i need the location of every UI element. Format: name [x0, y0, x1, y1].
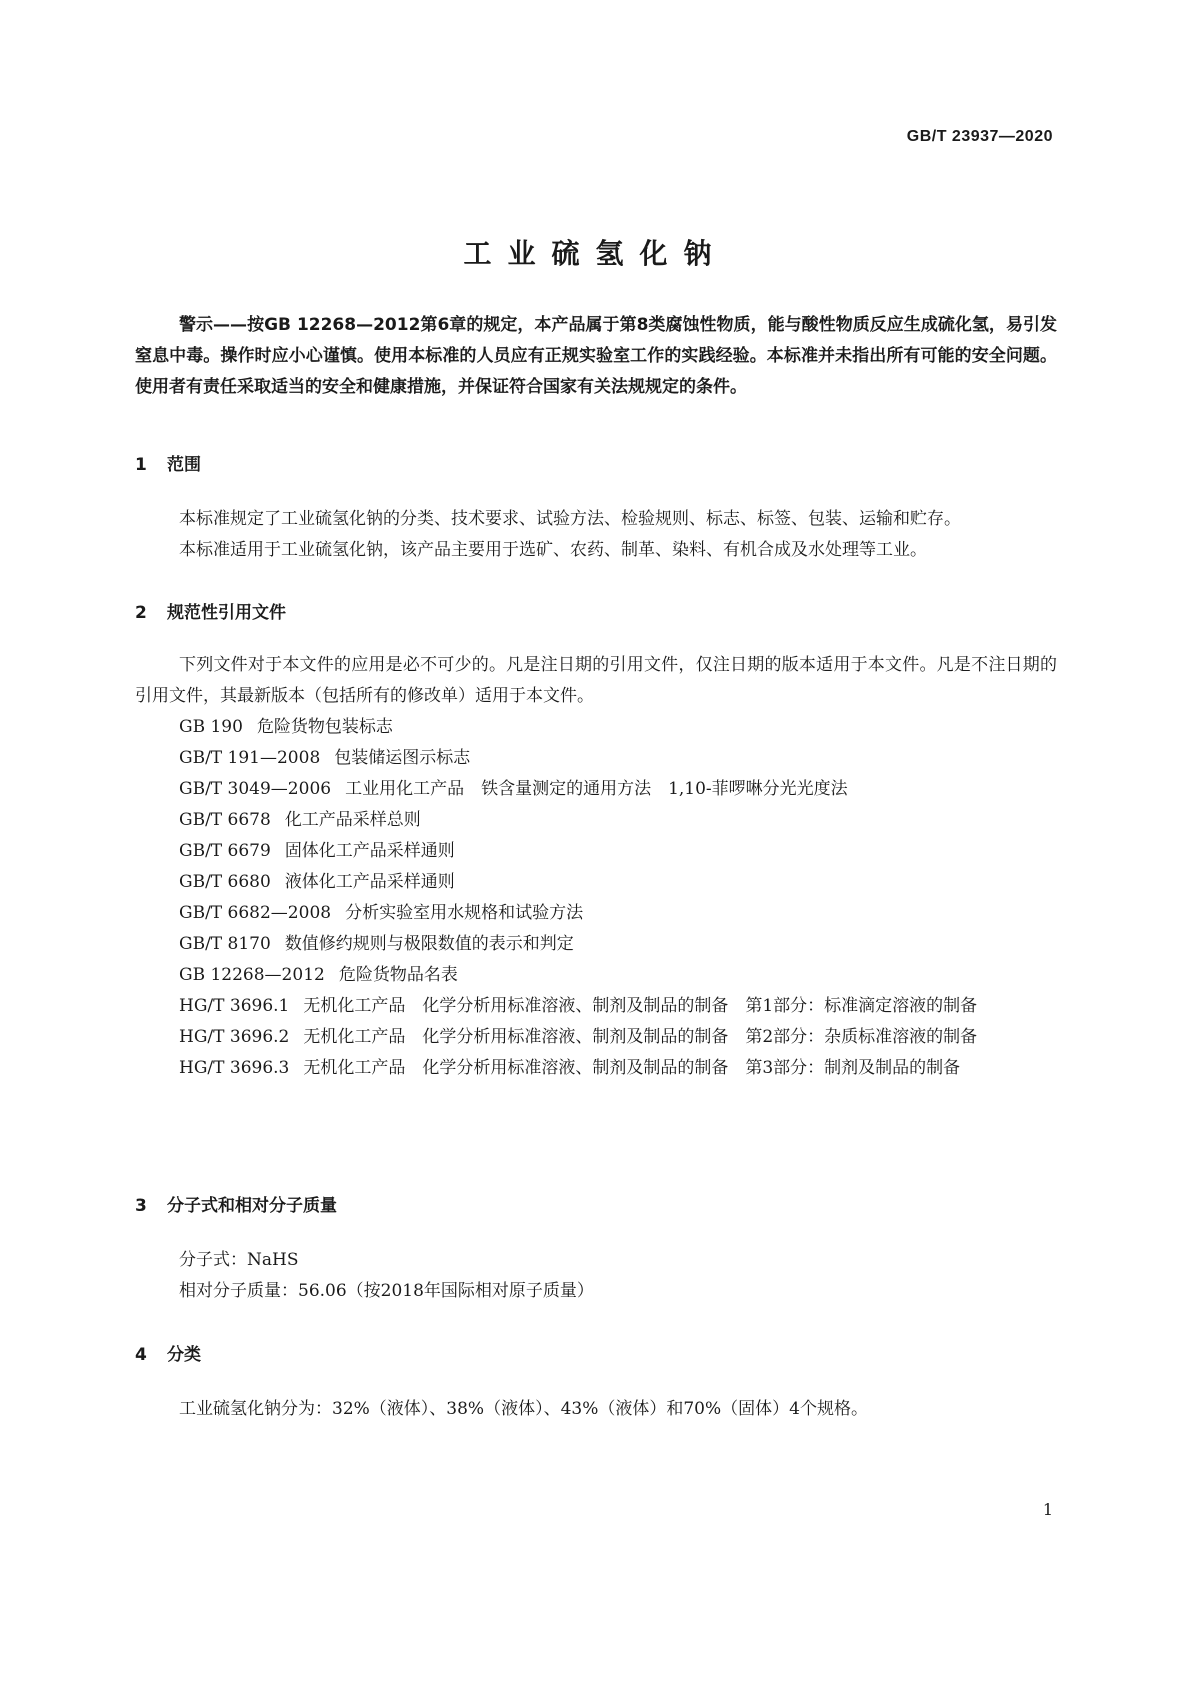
reference-item	[135, 1022, 1057, 1053]
section-3-body	[135, 1245, 1057, 1307]
reference-title: 无机化工产品 化学分析用标准溶液、制剂及制品的制备 第1部分：标准滴定溶液的制备	[303, 996, 978, 1016]
paragraph: 本标准规定了工业硫氢化钠的分类、技术要求、试验方法、检验规则、标志、标签、包装、运输和贮存。	[179, 509, 961, 529]
section-number: 1	[135, 455, 147, 475]
reference-item	[135, 1053, 1057, 1084]
reference-code: GB 190	[179, 717, 243, 737]
reference-item	[135, 991, 1057, 1022]
reference-code: GB/T 6679	[179, 841, 271, 861]
section-title: 分子式和相对分子质量	[167, 1196, 337, 1216]
section-1-heading	[135, 450, 201, 475]
reference-title: 固体化工产品采样通则	[284, 841, 455, 861]
reference-item	[135, 743, 1057, 774]
section-1-body	[135, 504, 1057, 566]
section-2-heading	[135, 598, 286, 623]
reference-code: GB/T 6682—2008	[179, 903, 332, 923]
document-title: 工业硫氢化钠	[463, 237, 728, 270]
reference-title: 工业用化工产品 铁含量测定的通用方法 1,10-菲啰啉分光光度法	[345, 779, 848, 799]
reference-code: GB/T 6680	[179, 872, 271, 892]
standard-code: GB/T 23937—2020	[906, 128, 1053, 145]
warning-block	[135, 310, 1057, 403]
reference-item	[135, 898, 1057, 929]
reference-item	[135, 867, 1057, 898]
reference-code: GB/T 8170	[179, 934, 271, 954]
section-number: 2	[135, 603, 147, 623]
reference-code: GB/T 191—2008	[179, 748, 321, 768]
section-number: 4	[135, 1345, 147, 1365]
paragraph: 下列文件对于本文件的应用是必不可少的。凡是注日期的引用文件，仅注日期的版本适用于本文件。凡是不注日期的引用文件，其最新版本（包括所有的修改单）适用于本文件。	[135, 655, 1057, 706]
reference-item	[135, 712, 1057, 743]
reference-title: 危险货物包装标志	[256, 717, 393, 737]
reference-item	[135, 805, 1057, 836]
reference-title: 包装储运图示标志	[334, 748, 471, 768]
section-2-intro	[135, 650, 1057, 712]
reference-code: GB/T 6678	[179, 810, 271, 830]
reference-code: GB/T 3049—2006	[179, 779, 332, 799]
reference-title: 数值修约规则与极限数值的表示和判定	[284, 934, 574, 954]
page-number: 1	[1042, 1500, 1053, 1519]
section-4-heading	[135, 1340, 201, 1365]
section-title: 分类	[167, 1345, 201, 1365]
reference-item	[135, 960, 1057, 991]
reference-code: HG/T 3696.2	[179, 1027, 290, 1047]
section-number: 3	[135, 1196, 147, 1216]
reference-list	[135, 712, 1057, 1084]
reference-code: HG/T 3696.1	[179, 996, 290, 1016]
section-title: 规范性引用文件	[167, 603, 286, 623]
molecular-mass: 相对分子质量：56.06（按2018年国际相对原子质量）	[179, 1281, 594, 1301]
reference-code: GB 12268—2012	[179, 965, 325, 985]
molecular-formula: 分子式：NaHS	[179, 1250, 299, 1270]
reference-title: 化工产品采样总则	[284, 810, 421, 830]
reference-item	[135, 774, 1057, 805]
reference-title: 分析实验室用水规格和试验方法	[345, 903, 584, 923]
reference-item	[135, 929, 1057, 960]
reference-code: HG/T 3696.3	[179, 1058, 290, 1078]
reference-title: 无机化工产品 化学分析用标准溶液、制剂及制品的制备 第2部分：杂质标准溶液的制备	[303, 1027, 978, 1047]
warning-text: 警示——按GB 12268—2012第6章的规定，本产品属于第8类腐蚀性物质，能与酸性物质反应生成硫化氢，易引发窒息中毒。操作时应小心谨慎。使用本标准的人员应有正规实验室工作的实践经验。本标准并未指出所有可能的安全问题。使用者有责任采取适当的安全和健康措施，并保证符合国家有关法规规定的条件。	[135, 315, 1057, 397]
reference-item	[135, 836, 1057, 867]
reference-title: 危险货物品名表	[338, 965, 458, 985]
reference-title: 液体化工产品采样通则	[284, 872, 455, 892]
section-4-body	[135, 1394, 1057, 1425]
paragraph: 工业硫氢化钠分为：32%（液体）、38%（液体）、43%（液体）和70%（固体）4个规格。	[179, 1399, 868, 1419]
section-3-heading	[135, 1191, 337, 1216]
section-title: 范围	[167, 455, 201, 475]
paragraph: 本标准适用于工业硫氢化钠，该产品主要用于选矿、农药、制革、染料、有机合成及水处理等工业。	[179, 540, 927, 560]
reference-title: 无机化工产品 化学分析用标准溶液、制剂及制品的制备 第3部分：制剂及制品的制备	[303, 1058, 961, 1078]
